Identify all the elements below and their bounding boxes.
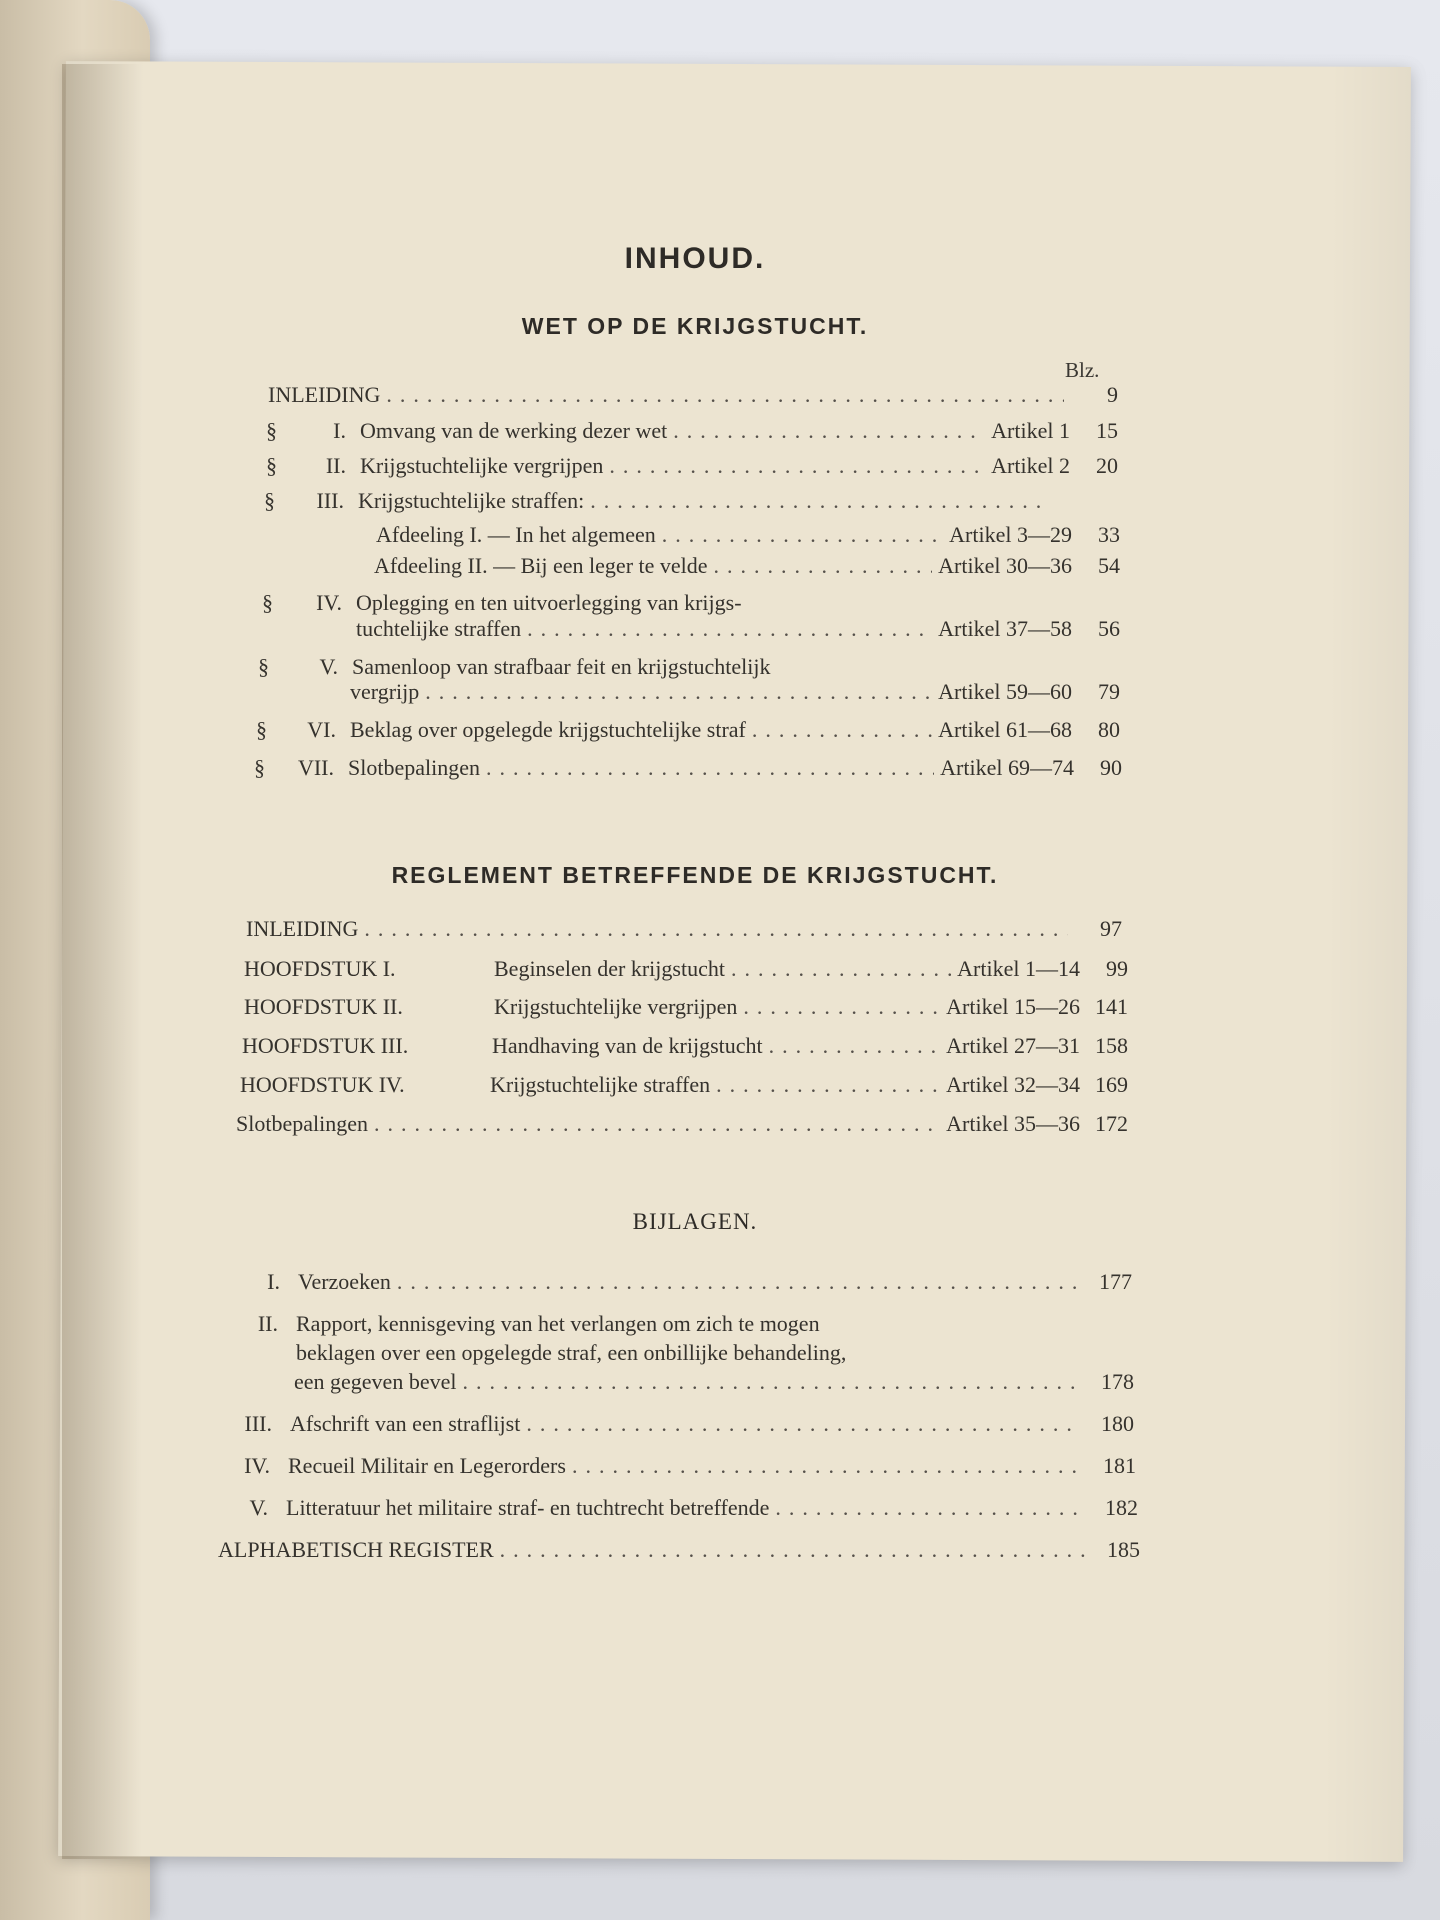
toc-page: 181 bbox=[1103, 1453, 1136, 1478]
toc-label: INLEIDING bbox=[268, 382, 381, 407]
toc-row bbox=[268, 380, 1118, 410]
toc-page: 99 bbox=[1106, 956, 1128, 981]
toc-row bbox=[356, 614, 1120, 644]
toc-label: Samenloop van strafbaar feit en krijgstuchtelijk bbox=[352, 654, 771, 679]
section-sign: § bbox=[266, 453, 277, 478]
toc-number: I. bbox=[333, 418, 346, 443]
page-column-label: Blz. bbox=[1065, 358, 1100, 382]
toc-row bbox=[256, 715, 1120, 745]
toc-row bbox=[376, 520, 1120, 550]
toc-page: 178 bbox=[1101, 1369, 1134, 1394]
toc-label-continued: tuchtelijke straffen bbox=[356, 616, 522, 641]
toc-number: V. bbox=[249, 1495, 268, 1520]
section-sign: § bbox=[266, 418, 277, 443]
toc-row bbox=[228, 1493, 1138, 1523]
leader-dots bbox=[386, 380, 1064, 410]
toc-label: Beginselen der krijgstucht bbox=[494, 956, 725, 981]
toc-number: V. bbox=[319, 654, 338, 679]
toc-page: 177 bbox=[1099, 1269, 1132, 1294]
toc-number: IV. bbox=[244, 1453, 270, 1478]
chapter-label: HOOFDSTUK II. bbox=[244, 994, 403, 1019]
toc-row bbox=[244, 992, 1128, 1022]
section-sign: § bbox=[256, 717, 267, 742]
leader-dots bbox=[526, 1409, 1080, 1439]
toc-article: Artikel 1 bbox=[991, 418, 1070, 443]
toc-page: 80 bbox=[1098, 717, 1120, 742]
toc-label: Omvang van de werking dezer wet bbox=[360, 418, 668, 443]
toc-number: III. bbox=[244, 1411, 272, 1436]
leader-dots bbox=[425, 677, 932, 707]
toc-page: 141 bbox=[1095, 994, 1128, 1019]
toc-label: Oplegging en ten uitvoerlegging van krijgs- bbox=[356, 590, 742, 615]
section-sign: § bbox=[262, 590, 273, 615]
toc-row bbox=[246, 914, 1122, 944]
toc-label: Afdeeling II. — Bij een leger te velde bbox=[374, 553, 708, 578]
section-sign: § bbox=[258, 654, 269, 679]
toc-page: 20 bbox=[1096, 453, 1118, 478]
toc-row bbox=[350, 677, 1120, 707]
toc-row bbox=[218, 1535, 1140, 1565]
chapter-label: HOOFDSTUK I. bbox=[244, 956, 396, 981]
toc-article: Artikel 27—31 bbox=[946, 1033, 1080, 1058]
section-sign: § bbox=[264, 488, 275, 513]
chapter-label: HOOFDSTUK IV. bbox=[240, 1072, 405, 1097]
toc-row bbox=[374, 551, 1120, 581]
toc-row bbox=[242, 1031, 1128, 1061]
toc-article: Artikel 3—29 bbox=[949, 522, 1072, 547]
toc-page: 33 bbox=[1098, 522, 1120, 547]
toc-number: IV. bbox=[316, 590, 342, 615]
toc-row bbox=[264, 486, 1054, 516]
leader-dots bbox=[752, 715, 932, 745]
toc-article: Artikel 1—14 bbox=[957, 956, 1080, 981]
toc-label: Afdeeling I. — In het algemeen bbox=[376, 522, 656, 547]
toc-article: Artikel 32—34 bbox=[946, 1072, 1080, 1097]
leader-dots bbox=[609, 451, 985, 481]
toc-row bbox=[230, 1451, 1136, 1481]
toc-label: Krijgstuchtelijke vergrijpen bbox=[494, 994, 738, 1019]
leader-dots bbox=[527, 614, 932, 644]
toc-page: 185 bbox=[1107, 1537, 1140, 1562]
toc-row bbox=[240, 1267, 1132, 1297]
toc-number: VI. bbox=[307, 717, 336, 742]
toc-page: 172 bbox=[1095, 1111, 1128, 1136]
toc-page: 169 bbox=[1095, 1072, 1128, 1097]
leader-dots bbox=[769, 1031, 941, 1061]
toc-label-continued: een gegeven bevel bbox=[294, 1369, 457, 1394]
toc-article: Artikel 69—74 bbox=[940, 755, 1074, 780]
leader-dots bbox=[500, 1535, 1086, 1565]
toc-row bbox=[236, 1109, 1128, 1139]
toc-number: III. bbox=[316, 488, 344, 513]
toc-row bbox=[266, 451, 1118, 481]
leader-dots bbox=[775, 1493, 1084, 1523]
leader-dots bbox=[364, 914, 1068, 944]
toc-page: 79 bbox=[1098, 679, 1120, 704]
toc-page: 56 bbox=[1098, 616, 1120, 641]
toc-label: Verzoeken bbox=[298, 1269, 391, 1294]
toc-row-line bbox=[238, 1309, 820, 1339]
toc-label: Rapport, kennisgeving van het verlangen om zich te mogen bbox=[296, 1311, 820, 1336]
section-heading-wet: WET OP DE KRIJGSTUCHT. bbox=[521, 313, 869, 339]
toc-page: 90 bbox=[1100, 755, 1122, 780]
toc-page: 182 bbox=[1105, 1495, 1138, 1520]
leader-dots bbox=[743, 992, 940, 1022]
toc-row bbox=[240, 1070, 1128, 1100]
page-title: INHOUD. bbox=[624, 242, 766, 275]
toc-row bbox=[254, 753, 1122, 783]
leader-dots bbox=[572, 1451, 1082, 1481]
toc-article: Artikel 30—36 bbox=[938, 553, 1072, 578]
section-heading-bijlagen: BIJLAGEN. bbox=[632, 1209, 758, 1234]
leader-dots bbox=[590, 486, 1048, 516]
toc-page: 97 bbox=[1100, 916, 1122, 941]
leader-dots bbox=[673, 416, 985, 446]
toc-label: Slotbepalingen bbox=[348, 755, 480, 780]
toc-row bbox=[294, 1367, 1134, 1397]
section-sign: § bbox=[254, 755, 265, 780]
toc-label: Krijgstuchtelijke straffen: bbox=[358, 488, 585, 513]
leader-dots bbox=[486, 753, 934, 783]
toc-article: Artikel 2 bbox=[991, 453, 1070, 478]
toc-number: VII. bbox=[297, 755, 334, 780]
toc-row bbox=[232, 1409, 1134, 1439]
leader-dots bbox=[714, 551, 933, 581]
toc-article: Artikel 35—36 bbox=[946, 1111, 1080, 1136]
section-heading-reglement: REGLEMENT BETREFFENDE DE KRIJGSTUCHT. bbox=[391, 862, 999, 888]
toc-page: 9 bbox=[1107, 382, 1118, 407]
leader-dots bbox=[397, 1267, 1078, 1297]
toc-label: Recueil Militair en Legerorders bbox=[288, 1453, 566, 1478]
chapter-label: HOOFDSTUK III. bbox=[242, 1033, 409, 1058]
toc-article: Artikel 61—68 bbox=[938, 717, 1072, 742]
toc-label: ALPHABETISCH REGISTER bbox=[218, 1537, 494, 1562]
toc-article: Artikel 59—60 bbox=[938, 679, 1072, 704]
toc-number: I. bbox=[267, 1269, 280, 1294]
toc-label: Slotbepalingen bbox=[236, 1111, 368, 1136]
toc-number: II. bbox=[257, 1311, 278, 1336]
toc-row bbox=[244, 954, 1128, 984]
toc-row bbox=[266, 416, 1118, 446]
toc-label: INLEIDING bbox=[246, 916, 359, 941]
toc-label: Handhaving van de krijgstucht bbox=[492, 1033, 763, 1058]
toc-row-line: beklagen over een opgelegde straf, een onbillijke behandeling, bbox=[296, 1340, 847, 1365]
leader-dots bbox=[662, 520, 943, 550]
leader-dots bbox=[374, 1109, 940, 1139]
leader-dots bbox=[716, 1070, 940, 1100]
toc-label: Krijgstuchtelijke vergrijpen bbox=[360, 453, 604, 478]
toc-label: Afschrift van een straflijst bbox=[290, 1411, 521, 1436]
toc-label: Krijgstuchtelijke straffen bbox=[490, 1072, 711, 1097]
toc-label: Beklag over opgelegde krijgstuchtelijke straf bbox=[350, 717, 746, 742]
toc-number: II. bbox=[325, 453, 346, 478]
toc-article: Artikel 15—26 bbox=[946, 994, 1080, 1019]
leader-dots bbox=[731, 954, 951, 984]
toc-label: Litteratuur het militaire straf- en tuchtrecht betreffende bbox=[286, 1495, 770, 1520]
toc-label-continued: vergrijp bbox=[350, 679, 420, 704]
toc-article: Artikel 37—58 bbox=[938, 616, 1072, 641]
toc-page: 15 bbox=[1096, 418, 1118, 443]
toc-page: 54 bbox=[1098, 553, 1120, 578]
leader-dots bbox=[462, 1367, 1080, 1397]
toc-page: 180 bbox=[1101, 1411, 1134, 1436]
toc-page: 158 bbox=[1095, 1033, 1128, 1058]
